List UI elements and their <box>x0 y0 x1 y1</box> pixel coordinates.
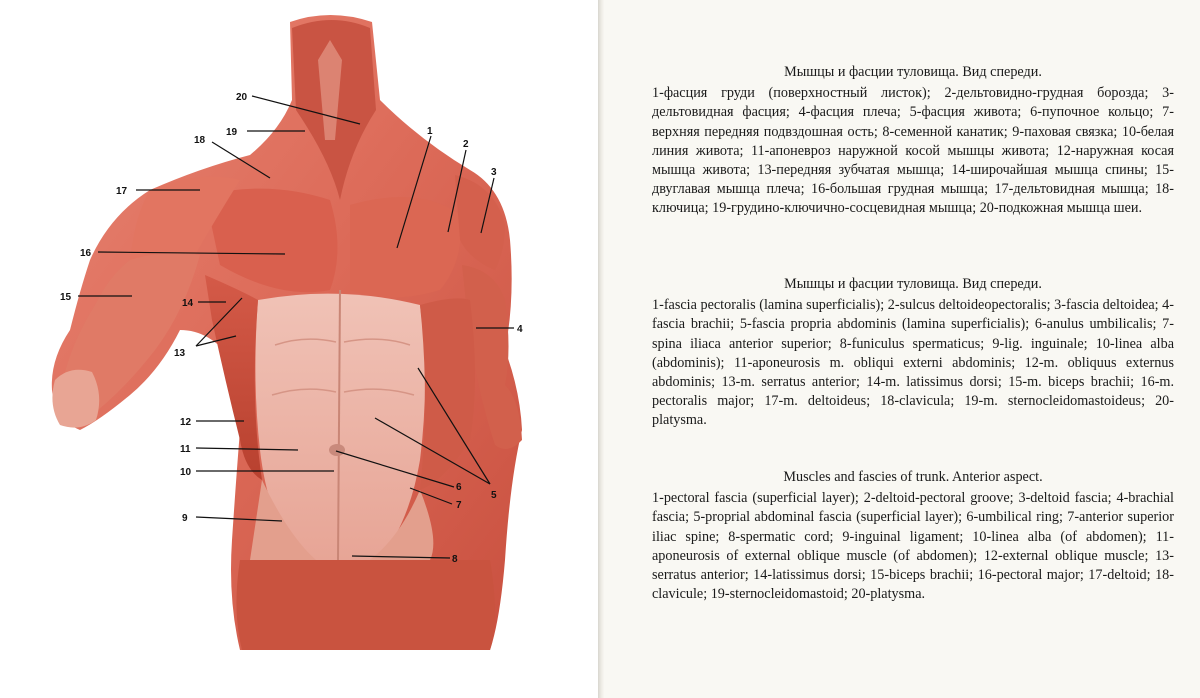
right-forearm-end <box>52 370 99 428</box>
english-heading: Muscles and fascies of trunk. Anterior aspect. <box>783 469 1043 485</box>
callout-1: 1 <box>427 126 433 137</box>
left-pectoral <box>350 197 461 298</box>
callout-8: 8 <box>452 554 458 565</box>
callout-14: 14 <box>182 298 194 309</box>
callout-10: 10 <box>180 467 192 478</box>
callout-15: 15 <box>60 292 72 303</box>
anatomy-illustration <box>0 0 598 698</box>
left-page <box>0 0 598 698</box>
callout-20: 20 <box>236 92 248 103</box>
umbilicus <box>329 444 345 456</box>
callout-13: 13 <box>174 348 186 359</box>
english-legend <box>652 468 1174 604</box>
callout-5: 5 <box>491 490 497 501</box>
callout-12: 12 <box>180 417 192 428</box>
callout-4: 4 <box>517 324 523 335</box>
russian-body: 1-фасция груди (поверхностный листок); 2-дельтовидно-грудная борозда; 3-дельтовидная фасция; 4-фасция плеча; 5-фасция живота; 6-пупочное кольцо; 7-верхняя передняя подвздошная ость; 8-семенной канатик; 9-паховая связка; 10-белая линия живота; 11-апоневроз наружной косой мышцы живота; 12-наружная косая мышца живота; 13-передняя зубчатая мышца; 14-широчайшая мышца спины; 15-двуглавая мышца плеча; 16-большая грудная мышца; 17-дельтовидная мышца; 18-ключица; 19-грудино-ключично-сосцевидная мышца; 20-подкожная мышца шеи. <box>652 85 1174 217</box>
latin-legend <box>652 275 1174 431</box>
latin-heading: Мышцы и фасции туловища. Вид спереди. <box>784 276 1042 292</box>
callout-11: 11 <box>180 444 191 455</box>
russian-legend <box>652 63 1174 219</box>
callout-3: 3 <box>491 167 497 178</box>
callout-16: 16 <box>80 248 92 259</box>
callout-17: 17 <box>116 186 128 197</box>
latin-body: 1-fascia pectoralis (lamina superficialis); 2-sulcus deltoideopectoralis; 3-fascia deltoidea; 4-fascia brachii; 5-fascia propria abdominis (lamina superficialis); 6-anulus umbilicalis; 7-spina iliaca anterior superior; 8-funiculus spermaticus; 9-lig. inguinale; 10-linea alba (abdominis); 11-aponeurosis m. obliqui externi abdominis; 12-m. obliquus externus abdominis; 13-m. serratus anterior; 14-m. latissimus dorsi; 15-m. biceps brachii; 16-m. pectoralis major; 17-m. deltoideus; 18-clavicula; 19-m. sternocleidomastoideus; 20-platysma. <box>652 297 1174 429</box>
callout-9: 9 <box>182 513 188 524</box>
english-body: 1-pectoral fascia (superficial layer); 2-deltoid-pectoral groove; 3-deltoid fascia; 4-brachial fascia; 5-proprial abdominal fascia (superficial layer); 6-umbilical ring; 7-anterior superior iliac spine; 8-spermatic cord; 9-inguinal ligament; 10-linea alba (of abdomen); 11-aponeurosis of external oblique muscle (of abdomen); 12-external oblique muscle; 13-serratus anterior; 14-latissimus dorsi; 15-biceps brachii; 16-pectoral major; 17-deltoid; 18-clavicule; 19-sternocleidomastoid; 20-platysma. <box>652 490 1174 603</box>
callout-7: 7 <box>456 500 462 511</box>
russian-heading: Мышцы и фасции туловища. Вид спереди. <box>784 64 1042 80</box>
thigh-lower <box>236 560 495 650</box>
callout-18: 18 <box>194 135 206 146</box>
callout-2: 2 <box>463 139 469 150</box>
callout-19: 19 <box>226 127 238 138</box>
callout-6: 6 <box>456 482 462 493</box>
